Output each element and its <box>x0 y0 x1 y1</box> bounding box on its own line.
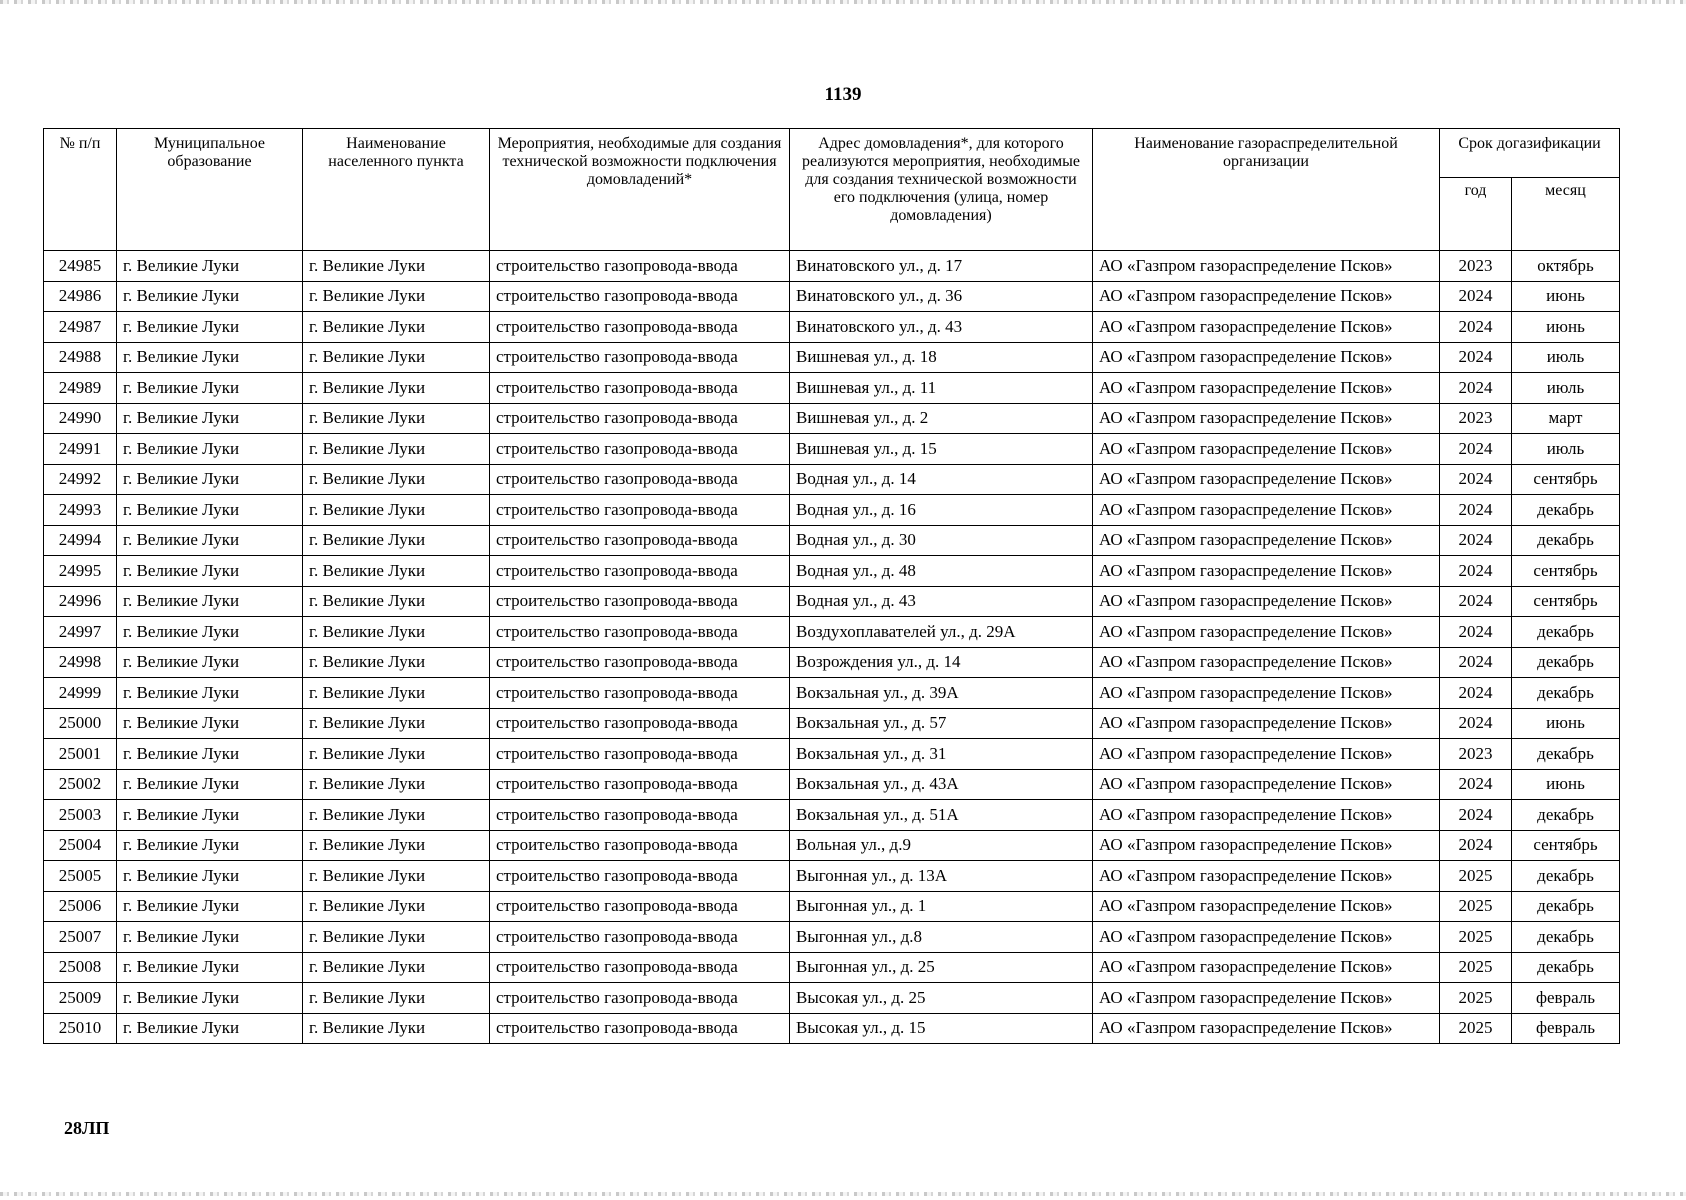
cell-municipality: г. Великие Луки <box>117 556 303 587</box>
cell-measure: строительство газопровода-ввода <box>490 739 790 770</box>
cell-settlement: г. Великие Луки <box>303 281 490 312</box>
cell-organization: АО «Газпром газораспределение Псков» <box>1093 373 1440 404</box>
cell-measure: строительство газопровода-ввода <box>490 251 790 282</box>
cell-address: Воздухоплавателей ул., д. 29А <box>790 617 1093 648</box>
table-row <box>44 342 1620 373</box>
cell-municipality: г. Великие Луки <box>117 251 303 282</box>
table-row <box>44 617 1620 648</box>
cell-measure: строительство газопровода-ввода <box>490 769 790 800</box>
cell-settlement: г. Великие Луки <box>303 464 490 495</box>
scan-edge-bottom <box>0 1192 1686 1196</box>
cell-year: 2025 <box>1440 983 1512 1014</box>
cell-num: 25003 <box>44 800 117 831</box>
cell-year: 2024 <box>1440 708 1512 739</box>
cell-measure: строительство газопровода-ввода <box>490 617 790 648</box>
cell-organization: АО «Газпром газораспределение Псков» <box>1093 342 1440 373</box>
cell-settlement: г. Великие Луки <box>303 678 490 709</box>
cell-settlement: г. Великие Луки <box>303 434 490 465</box>
table-row <box>44 586 1620 617</box>
cell-organization: АО «Газпром газораспределение Псков» <box>1093 800 1440 831</box>
page-number: 1139 <box>824 84 862 105</box>
cell-municipality: г. Великие Луки <box>117 281 303 312</box>
cell-month: декабрь <box>1512 861 1620 892</box>
cell-address: Винатовского ул., д. 43 <box>790 312 1093 343</box>
header-settlement: Наименование населенного пункта <box>303 129 490 251</box>
cell-organization: АО «Газпром газораспределение Псков» <box>1093 739 1440 770</box>
cell-measure: строительство газопровода-ввода <box>490 647 790 678</box>
cell-settlement: г. Великие Луки <box>303 403 490 434</box>
cell-organization: АО «Газпром газораспределение Псков» <box>1093 708 1440 739</box>
cell-num: 25007 <box>44 922 117 953</box>
cell-num: 24985 <box>44 251 117 282</box>
cell-num: 24994 <box>44 525 117 556</box>
cell-year: 2024 <box>1440 434 1512 465</box>
cell-organization: АО «Газпром газораспределение Псков» <box>1093 251 1440 282</box>
cell-organization: АО «Газпром газораспределение Псков» <box>1093 861 1440 892</box>
cell-address: Водная ул., д. 14 <box>790 464 1093 495</box>
cell-settlement: г. Великие Луки <box>303 769 490 800</box>
cell-month: октябрь <box>1512 251 1620 282</box>
cell-address: Винатовского ул., д. 17 <box>790 251 1093 282</box>
table-row <box>44 891 1620 922</box>
table-row <box>44 373 1620 404</box>
cell-organization: АО «Газпром газораспределение Псков» <box>1093 891 1440 922</box>
cell-address: Вишневая ул., д. 11 <box>790 373 1093 404</box>
cell-municipality: г. Великие Луки <box>117 800 303 831</box>
cell-municipality: г. Великие Луки <box>117 830 303 861</box>
cell-num: 25000 <box>44 708 117 739</box>
cell-num: 24996 <box>44 586 117 617</box>
table-row <box>44 952 1620 983</box>
header-month: месяц <box>1512 178 1620 251</box>
cell-year: 2024 <box>1440 464 1512 495</box>
cell-measure: строительство газопровода-ввода <box>490 708 790 739</box>
footer-code: 28ЛП <box>64 1118 110 1138</box>
cell-organization: АО «Газпром газораспределение Псков» <box>1093 922 1440 953</box>
cell-address: Водная ул., д. 30 <box>790 525 1093 556</box>
cell-municipality: г. Великие Луки <box>117 1013 303 1044</box>
cell-num: 25006 <box>44 891 117 922</box>
cell-organization: АО «Газпром газораспределение Псков» <box>1093 586 1440 617</box>
cell-organization: АО «Газпром газораспределение Псков» <box>1093 464 1440 495</box>
cell-year: 2024 <box>1440 678 1512 709</box>
cell-month: июль <box>1512 342 1620 373</box>
cell-organization: АО «Газпром газораспределение Псков» <box>1093 403 1440 434</box>
cell-month: декабрь <box>1512 525 1620 556</box>
cell-year: 2024 <box>1440 769 1512 800</box>
cell-settlement: г. Великие Луки <box>303 342 490 373</box>
cell-month: июнь <box>1512 312 1620 343</box>
cell-year: 2023 <box>1440 251 1512 282</box>
cell-measure: строительство газопровода-ввода <box>490 1013 790 1044</box>
cell-year: 2024 <box>1440 373 1512 404</box>
table-row <box>44 861 1620 892</box>
cell-settlement: г. Великие Луки <box>303 830 490 861</box>
cell-address: Винатовского ул., д. 36 <box>790 281 1093 312</box>
cell-num: 24989 <box>44 373 117 404</box>
cell-month: февраль <box>1512 1013 1620 1044</box>
cell-year: 2024 <box>1440 342 1512 373</box>
table-row <box>44 251 1620 282</box>
cell-settlement: г. Великие Луки <box>303 495 490 526</box>
cell-month: июль <box>1512 434 1620 465</box>
cell-year: 2025 <box>1440 1013 1512 1044</box>
header-measures: Мероприятия, необходимые для создания технической возможности подключения домовладений* <box>490 129 790 251</box>
cell-num: 24998 <box>44 647 117 678</box>
cell-address: Высокая ул., д. 15 <box>790 1013 1093 1044</box>
cell-month: февраль <box>1512 983 1620 1014</box>
cell-organization: АО «Газпром газораспределение Псков» <box>1093 525 1440 556</box>
table-body <box>44 251 1620 1044</box>
cell-year: 2023 <box>1440 739 1512 770</box>
cell-num: 25009 <box>44 983 117 1014</box>
cell-settlement: г. Великие Луки <box>303 739 490 770</box>
cell-municipality: г. Великие Луки <box>117 647 303 678</box>
cell-settlement: г. Великие Луки <box>303 891 490 922</box>
cell-settlement: г. Великие Луки <box>303 586 490 617</box>
cell-address: Водная ул., д. 43 <box>790 586 1093 617</box>
cell-num: 24986 <box>44 281 117 312</box>
cell-year: 2024 <box>1440 281 1512 312</box>
cell-num: 25010 <box>44 1013 117 1044</box>
table-row <box>44 708 1620 739</box>
cell-month: июнь <box>1512 281 1620 312</box>
cell-address: Возрождения ул., д. 14 <box>790 647 1093 678</box>
cell-num: 25002 <box>44 769 117 800</box>
cell-settlement: г. Великие Луки <box>303 800 490 831</box>
cell-address: Вокзальная ул., д. 57 <box>790 708 1093 739</box>
cell-municipality: г. Великие Луки <box>117 312 303 343</box>
header-deadline: Срок догазификации <box>1440 129 1620 178</box>
cell-municipality: г. Великие Луки <box>117 495 303 526</box>
cell-measure: строительство газопровода-ввода <box>490 678 790 709</box>
cell-num: 24993 <box>44 495 117 526</box>
cell-address: Выгонная ул., д.8 <box>790 922 1093 953</box>
cell-settlement: г. Великие Луки <box>303 922 490 953</box>
cell-year: 2024 <box>1440 312 1512 343</box>
table-row <box>44 556 1620 587</box>
cell-measure: строительство газопровода-ввода <box>490 861 790 892</box>
cell-address: Вишневая ул., д. 18 <box>790 342 1093 373</box>
cell-month: сентябрь <box>1512 556 1620 587</box>
cell-measure: строительство газопровода-ввода <box>490 312 790 343</box>
table-row <box>44 983 1620 1014</box>
cell-address: Выгонная ул., д. 13А <box>790 861 1093 892</box>
table-row <box>44 312 1620 343</box>
cell-address: Вишневая ул., д. 2 <box>790 403 1093 434</box>
cell-address: Водная ул., д. 48 <box>790 556 1093 587</box>
table-row <box>44 495 1620 526</box>
cell-municipality: г. Великие Луки <box>117 342 303 373</box>
cell-organization: АО «Газпром газораспределение Псков» <box>1093 281 1440 312</box>
cell-measure: строительство газопровода-ввода <box>490 800 790 831</box>
cell-num: 24990 <box>44 403 117 434</box>
table-row <box>44 830 1620 861</box>
cell-num: 25004 <box>44 830 117 861</box>
cell-month: декабрь <box>1512 800 1620 831</box>
cell-settlement: г. Великие Луки <box>303 373 490 404</box>
cell-municipality: г. Великие Луки <box>117 403 303 434</box>
cell-organization: АО «Газпром газораспределение Псков» <box>1093 556 1440 587</box>
cell-measure: строительство газопровода-ввода <box>490 434 790 465</box>
table-row <box>44 647 1620 678</box>
cell-month: декабрь <box>1512 678 1620 709</box>
cell-municipality: г. Великие Луки <box>117 678 303 709</box>
cell-organization: АО «Газпром газораспределение Псков» <box>1093 952 1440 983</box>
table-row <box>44 769 1620 800</box>
cell-municipality: г. Великие Луки <box>117 434 303 465</box>
cell-num: 24995 <box>44 556 117 587</box>
cell-month: декабрь <box>1512 952 1620 983</box>
cell-year: 2024 <box>1440 800 1512 831</box>
cell-measure: строительство газопровода-ввода <box>490 556 790 587</box>
cell-address: Высокая ул., д. 25 <box>790 983 1093 1014</box>
cell-address: Вольная ул., д.9 <box>790 830 1093 861</box>
cell-measure: строительство газопровода-ввода <box>490 586 790 617</box>
table-header <box>44 129 1620 251</box>
header-organization: Наименование газораспределительной организации <box>1093 129 1440 251</box>
cell-num: 24991 <box>44 434 117 465</box>
header-municipality: Муниципальное образование <box>117 129 303 251</box>
cell-address: Водная ул., д. 16 <box>790 495 1093 526</box>
cell-settlement: г. Великие Луки <box>303 525 490 556</box>
cell-settlement: г. Великие Луки <box>303 251 490 282</box>
cell-settlement: г. Великие Луки <box>303 617 490 648</box>
table-row <box>44 800 1620 831</box>
table-row <box>44 403 1620 434</box>
cell-municipality: г. Великие Луки <box>117 525 303 556</box>
cell-address: Вокзальная ул., д. 43А <box>790 769 1093 800</box>
cell-month: декабрь <box>1512 617 1620 648</box>
cell-address: Вокзальная ул., д. 31 <box>790 739 1093 770</box>
cell-month: декабрь <box>1512 495 1620 526</box>
table-row <box>44 464 1620 495</box>
cell-settlement: г. Великие Луки <box>303 312 490 343</box>
cell-month: декабрь <box>1512 739 1620 770</box>
cell-year: 2025 <box>1440 952 1512 983</box>
cell-year: 2024 <box>1440 586 1512 617</box>
cell-measure: строительство газопровода-ввода <box>490 403 790 434</box>
cell-settlement: г. Великие Луки <box>303 556 490 587</box>
cell-organization: АО «Газпром газораспределение Псков» <box>1093 769 1440 800</box>
cell-municipality: г. Великие Луки <box>117 891 303 922</box>
cell-num: 24988 <box>44 342 117 373</box>
cell-year: 2025 <box>1440 861 1512 892</box>
cell-settlement: г. Великие Луки <box>303 983 490 1014</box>
cell-organization: АО «Газпром газораспределение Псков» <box>1093 495 1440 526</box>
cell-measure: строительство газопровода-ввода <box>490 525 790 556</box>
cell-organization: АО «Газпром газораспределение Псков» <box>1093 647 1440 678</box>
cell-year: 2025 <box>1440 891 1512 922</box>
cell-municipality: г. Великие Луки <box>117 769 303 800</box>
cell-month: декабрь <box>1512 891 1620 922</box>
cell-settlement: г. Великие Луки <box>303 952 490 983</box>
cell-settlement: г. Великие Луки <box>303 647 490 678</box>
cell-address: Выгонная ул., д. 1 <box>790 891 1093 922</box>
gasification-table <box>43 128 1620 1044</box>
cell-month: сентябрь <box>1512 830 1620 861</box>
cell-measure: строительство газопровода-ввода <box>490 891 790 922</box>
cell-year: 2024 <box>1440 495 1512 526</box>
cell-num: 25001 <box>44 739 117 770</box>
cell-measure: строительство газопровода-ввода <box>490 983 790 1014</box>
cell-measure: строительство газопровода-ввода <box>490 922 790 953</box>
cell-municipality: г. Великие Луки <box>117 739 303 770</box>
cell-organization: АО «Газпром газораспределение Псков» <box>1093 983 1440 1014</box>
cell-year: 2024 <box>1440 830 1512 861</box>
cell-num: 25008 <box>44 952 117 983</box>
cell-organization: АО «Газпром газораспределение Псков» <box>1093 678 1440 709</box>
cell-address: Вокзальная ул., д. 39А <box>790 678 1093 709</box>
cell-year: 2025 <box>1440 922 1512 953</box>
cell-year: 2024 <box>1440 617 1512 648</box>
cell-month: сентябрь <box>1512 586 1620 617</box>
cell-settlement: г. Великие Луки <box>303 861 490 892</box>
cell-address: Выгонная ул., д. 25 <box>790 952 1093 983</box>
cell-address: Вишневая ул., д. 15 <box>790 434 1093 465</box>
cell-measure: строительство газопровода-ввода <box>490 495 790 526</box>
cell-month: сентябрь <box>1512 464 1620 495</box>
cell-month: март <box>1512 403 1620 434</box>
cell-municipality: г. Великие Луки <box>117 708 303 739</box>
scan-edge-top <box>0 0 1686 4</box>
cell-organization: АО «Газпром газораспределение Псков» <box>1093 617 1440 648</box>
cell-measure: строительство газопровода-ввода <box>490 464 790 495</box>
cell-measure: строительство газопровода-ввода <box>490 952 790 983</box>
cell-municipality: г. Великие Луки <box>117 952 303 983</box>
cell-num: 24987 <box>44 312 117 343</box>
cell-year: 2023 <box>1440 403 1512 434</box>
cell-municipality: г. Великие Луки <box>117 373 303 404</box>
cell-settlement: г. Великие Луки <box>303 1013 490 1044</box>
cell-address: Вокзальная ул., д. 51А <box>790 800 1093 831</box>
cell-measure: строительство газопровода-ввода <box>490 342 790 373</box>
cell-num: 24999 <box>44 678 117 709</box>
cell-month: декабрь <box>1512 647 1620 678</box>
cell-municipality: г. Великие Луки <box>117 922 303 953</box>
table-row <box>44 739 1620 770</box>
table-row <box>44 525 1620 556</box>
cell-year: 2024 <box>1440 525 1512 556</box>
cell-municipality: г. Великие Луки <box>117 464 303 495</box>
cell-month: июнь <box>1512 708 1620 739</box>
table-row <box>44 922 1620 953</box>
header-year: год <box>1440 178 1512 251</box>
cell-month: июнь <box>1512 769 1620 800</box>
header-num: № п/п <box>44 129 117 251</box>
cell-month: декабрь <box>1512 922 1620 953</box>
cell-municipality: г. Великие Луки <box>117 861 303 892</box>
table-row <box>44 678 1620 709</box>
table-row <box>44 281 1620 312</box>
header-address: Адрес домовладения*, для которого реализуются мероприятия, необходимые для создания технической возможности его подключения (улица, номер домовладения) <box>790 129 1093 251</box>
cell-organization: АО «Газпром газораспределение Псков» <box>1093 830 1440 861</box>
cell-municipality: г. Великие Луки <box>117 586 303 617</box>
table-row <box>44 1013 1620 1044</box>
cell-organization: АО «Газпром газораспределение Псков» <box>1093 312 1440 343</box>
cell-year: 2024 <box>1440 556 1512 587</box>
cell-measure: строительство газопровода-ввода <box>490 373 790 404</box>
cell-measure: строительство газопровода-ввода <box>490 830 790 861</box>
cell-municipality: г. Великие Луки <box>117 983 303 1014</box>
cell-num: 24997 <box>44 617 117 648</box>
cell-organization: АО «Газпром газораспределение Псков» <box>1093 434 1440 465</box>
cell-settlement: г. Великие Луки <box>303 708 490 739</box>
cell-num: 25005 <box>44 861 117 892</box>
cell-month: июль <box>1512 373 1620 404</box>
table-row <box>44 434 1620 465</box>
cell-year: 2024 <box>1440 647 1512 678</box>
cell-organization: АО «Газпром газораспределение Псков» <box>1093 1013 1440 1044</box>
cell-measure: строительство газопровода-ввода <box>490 281 790 312</box>
cell-municipality: г. Великие Луки <box>117 617 303 648</box>
cell-num: 24992 <box>44 464 117 495</box>
